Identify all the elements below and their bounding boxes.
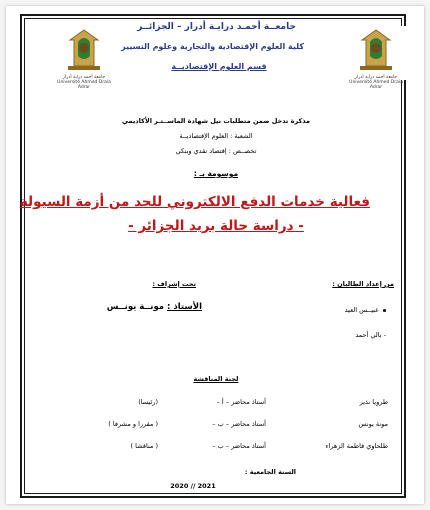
memo-statement: مذكرة تدخل ضمن متطلبات نيل شهادة الماســتـر الأكاديمي	[121, 117, 311, 125]
logo-caption-right: جامعة أحمد دراية أدرار Université Ahmed Draia Adrar	[349, 75, 403, 90]
thesis-title-line-2: - دراسة حالة بريد الجزائر -	[128, 218, 304, 234]
member-rank: أستاذ محاضر – أ –	[216, 398, 266, 406]
member-role: ( مقررا و مشرفا )	[108, 420, 158, 428]
supervisor-label: تحت إشراف :	[152, 280, 196, 288]
university-logo-right	[346, 26, 406, 80]
department-name: قسم العلوم الإقتصاديــة	[171, 62, 267, 71]
bullet-icon	[383, 309, 386, 312]
member-name: مونة يونس	[358, 420, 388, 428]
member-role: ( مناقشا )	[130, 442, 158, 450]
student-1	[306, 306, 386, 314]
titled-label: موسومة بـ :	[193, 169, 239, 178]
branch-line: الشعبة : العلوم الإقتصاديــة	[179, 132, 253, 140]
university-name: جامعــة أحمـد درايـة أدرار – الجزائــر	[137, 22, 296, 32]
committee-label: لجنة المناقشة	[193, 375, 239, 383]
thesis-title-line-1: فعالية خدمات الدفع الالكتروني للحد من أزمة السيولة	[19, 194, 370, 210]
logo-caption-left: جامعة أحمد دراية أدرار Université Ahmed Draia Adrar	[57, 75, 111, 90]
member-rank: أستاذ محاضر – ب –	[212, 420, 266, 428]
university-logo-left	[54, 26, 114, 80]
student-2	[306, 331, 386, 339]
faculty-name: كلية العلوم الإقتصادية والتجارية وعلوم التسيير	[121, 42, 304, 51]
supervisor-name: مونــة يونــس	[106, 302, 165, 312]
student-name: عبيــس العيد	[344, 306, 379, 314]
supervisor-title: الأستاذ :	[167, 302, 202, 312]
member-name: طلحاوي فاطمة الزهراء	[325, 442, 388, 450]
member-role: (رئيسا)	[138, 398, 158, 406]
member-name: طرويا نذير	[359, 398, 388, 406]
supervisor-line	[62, 302, 202, 312]
student-name: - بالي أحمد	[355, 331, 386, 339]
document-page	[6, 6, 424, 504]
students-label: من إعداد الطالبان :	[332, 280, 394, 288]
member-rank: أستاذ محاضر – ب –	[212, 442, 266, 450]
academic-year-label: السنة الجامعية :	[244, 468, 296, 476]
academic-year: 2020 // 2021	[170, 482, 216, 490]
specialty-line: تخصــص : إقتصاد نقدي وبنكي	[175, 147, 257, 155]
